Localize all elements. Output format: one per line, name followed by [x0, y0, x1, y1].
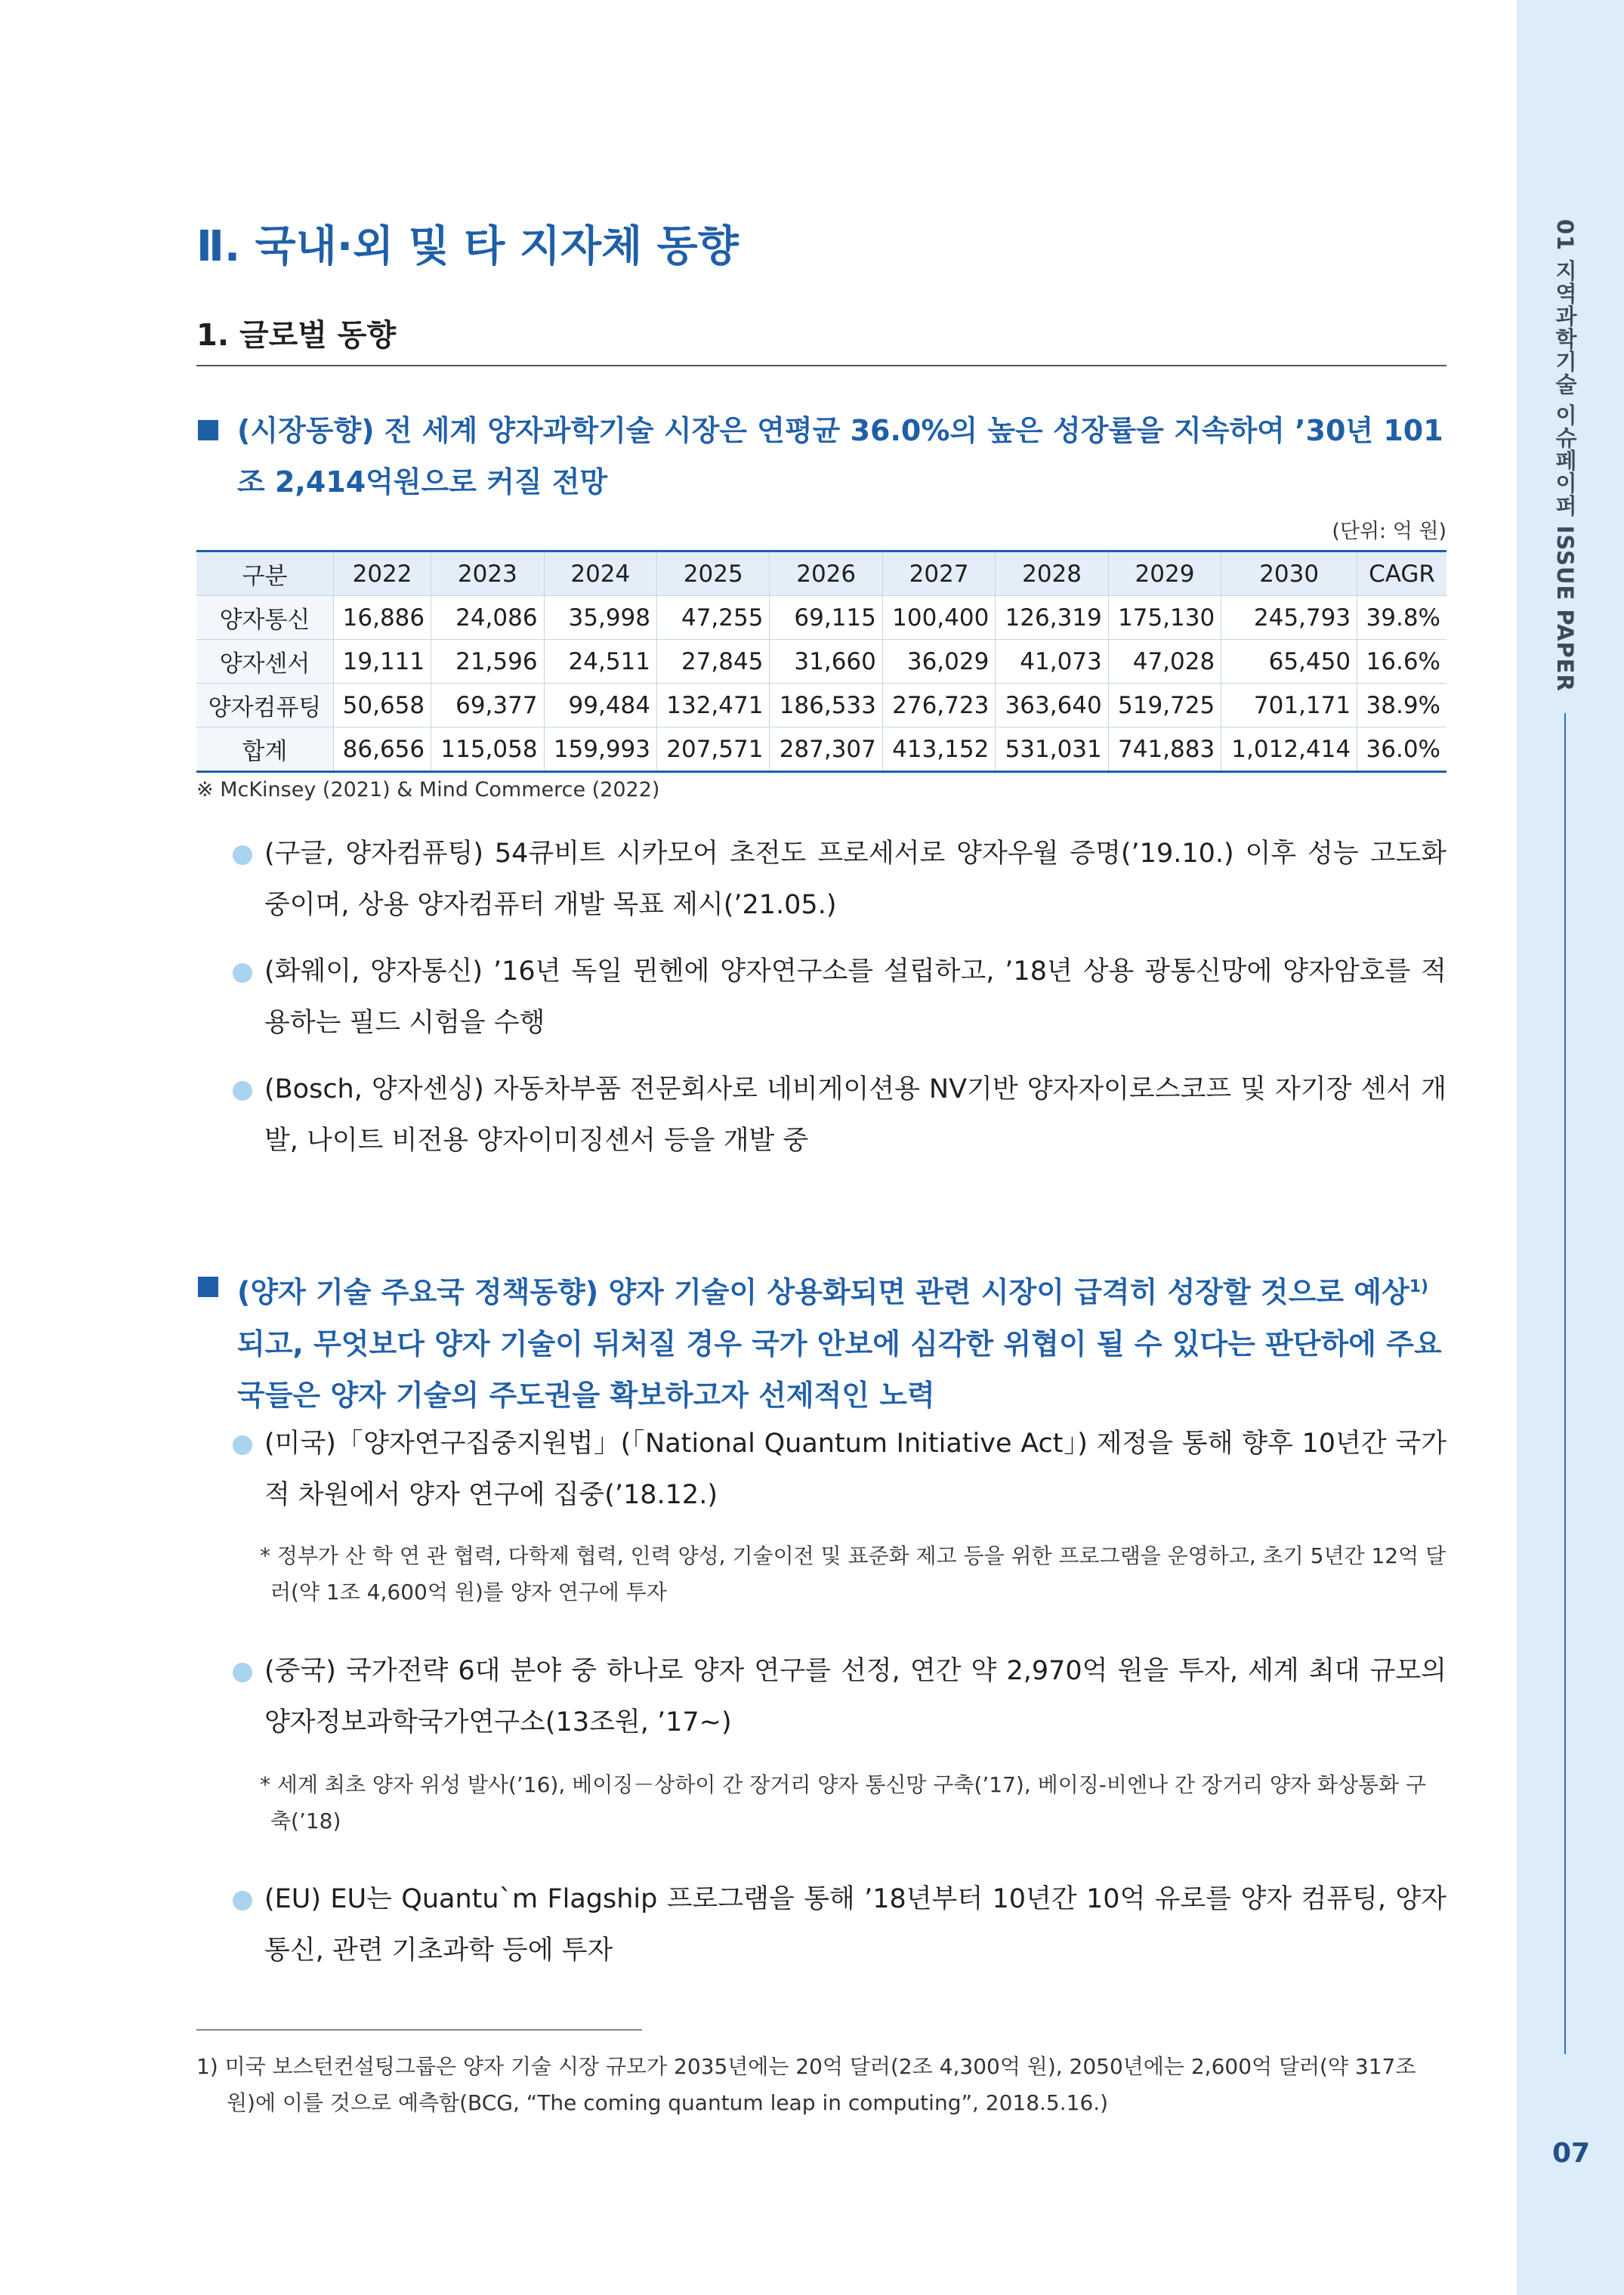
- table-header-row: [196, 551, 1446, 596]
- table-cell: 413,152: [882, 727, 995, 772]
- table-cell: 39.8%: [1357, 596, 1446, 640]
- table-header-cell: 2030: [1221, 551, 1357, 596]
- table-cell: 245,793: [1221, 596, 1357, 640]
- table-row: [196, 684, 1446, 727]
- table-cell: 159,993: [544, 727, 656, 772]
- table-cell: 양자통신: [196, 596, 334, 640]
- table-cell: 50,658: [334, 684, 431, 727]
- table-cell: 35,998: [544, 596, 656, 640]
- market-table: [196, 550, 1446, 773]
- title-divider: [196, 365, 1446, 366]
- table-row: [196, 640, 1446, 684]
- table-unit: (단위: 억 원): [1332, 520, 1446, 543]
- list-item: [233, 1873, 1446, 1976]
- bullet-text: (EU) EU는 Quantu`m Flagship 프로그램을 통해 ’18년부터 10년간 10억 유로를 양자 컴퓨팅, 양자통신, 관련 기초과학 등에 투자: [264, 1884, 1446, 1966]
- table-row: [196, 596, 1446, 640]
- list-item: [233, 1645, 1446, 1748]
- table-cell: 207,571: [657, 727, 770, 772]
- table-cell: 19,111: [334, 640, 431, 684]
- table-cell: 531,031: [996, 727, 1108, 772]
- table-header-cell: 2025: [657, 551, 770, 596]
- section-title: Ⅱ. 국내·외 및 타 지자체 동향: [196, 222, 739, 271]
- side-divider: [1564, 713, 1566, 2054]
- policy-heading-part1: (양자 기술 주요국 정책동향) 양자 기술이 상용화되면 관련 시장이 급격히 성장할 것으로 예상: [237, 1275, 1409, 1309]
- table-cell: 741,883: [1108, 727, 1221, 772]
- square-bullet-icon: [198, 420, 218, 440]
- bullet-text: (Bosch, 양자센싱) 자동차부품 전문회사로 네비게이션용 NV기반 양자자이로스코프 및 자기장 센서 개발, 나이트 비전용 양자이미징센서 등을 개발 중: [264, 1074, 1446, 1156]
- note-text: * 정부가 산 학 연 관 협력, 다학제 협력, 인력 양성, 기술이전 및 표준화 제고 등을 위한 프로그램을 운영하고, 초기 5년간 12억 달러(약 1조 4,600억 원)를 양자 연구에 투자: [260, 1543, 1446, 1605]
- table-header-cell: 2024: [544, 551, 656, 596]
- table-cell: 363,640: [996, 684, 1108, 727]
- table-cell: 36,029: [882, 640, 995, 684]
- footnote-text: 1) 미국 보스턴컨설팅그룹은 양자 기술 시장 규모가 2035년에는 20억 달러(2조 4,300억 원), 2050년에는 2,600억 달러(약 317조 원)에 이를 것으로 예측함(BCG, “The coming quantum leap in computing”, 2018.5.16.): [196, 2054, 1416, 2115]
- table-cell: 47,028: [1108, 640, 1221, 684]
- table-cell: 양자센서: [196, 640, 334, 684]
- table-cell: 합계: [196, 727, 334, 772]
- table-cell: 519,725: [1108, 684, 1221, 727]
- table-cell: 31,660: [770, 640, 882, 684]
- table-header-cell: 구분: [196, 551, 334, 596]
- table-cell: 126,319: [996, 596, 1108, 640]
- bullet-text: (중국) 국가전략 6대 분야 중 하나로 양자 연구를 선정, 연간 약 2,970억 원을 투자, 세계 최대 규모의 양자정보과학국가연구소(13조원, ’17~): [264, 1656, 1446, 1737]
- footnote-ref: 1): [1409, 1277, 1429, 1296]
- bullet-text: (화웨이, 양자통신) ’16년 독일 뮌헨에 양자연구소를 설립하고, ’18년 상용 광통신망에 양자암호를 적용하는 필드 시험을 수행: [264, 956, 1446, 1038]
- table-cell: 47,255: [657, 596, 770, 640]
- table-cell: 38.9%: [1357, 684, 1446, 727]
- side-running-title: 01 지역과학기술 이슈페이퍼 ISSUE PAPER: [1552, 219, 1578, 692]
- subsection-title: 1. 글로벌 동향: [196, 318, 397, 353]
- circle-bullet-icon: [233, 1435, 252, 1455]
- circle-bullet-icon: [233, 845, 252, 865]
- footnote: [196, 2049, 1446, 2121]
- table-cell: 701,171: [1221, 684, 1357, 727]
- page-number: 07: [1551, 2138, 1591, 2169]
- table-header-cell: 2029: [1108, 551, 1221, 596]
- table-header-cell: 2022: [334, 551, 431, 596]
- table-cell: 65,450: [1221, 640, 1357, 684]
- list-item: [233, 828, 1446, 931]
- footnote-divider: [196, 2029, 642, 2031]
- table-cell: 100,400: [882, 596, 995, 640]
- list-item: [233, 1418, 1446, 1521]
- table-cell: 21,596: [431, 640, 544, 684]
- table-header-cell: CAGR: [1357, 551, 1446, 596]
- table-cell: 276,723: [882, 684, 995, 727]
- table-cell: 287,307: [770, 727, 882, 772]
- table-cell: 99,484: [544, 684, 656, 727]
- list-item: [233, 1064, 1446, 1166]
- table-header-cell: 2023: [431, 551, 544, 596]
- list-item: [233, 946, 1446, 1049]
- market-heading-text: (시장동향) 전 세계 양자과학기술 시장은 연평균 36.0%의 높은 성장률을 지속하여 ’30년 101조 2,414억원으로 커질 전망: [237, 414, 1443, 499]
- table-row-total: [196, 727, 1446, 772]
- table-cell: 86,656: [334, 727, 431, 772]
- table-cell: 132,471: [657, 684, 770, 727]
- policy-heading-text: [198, 1262, 1448, 1421]
- table-cell: 41,073: [996, 640, 1108, 684]
- table-cell: 16.6%: [1357, 640, 1446, 684]
- circle-bullet-icon: [233, 1891, 252, 1910]
- table-cell: 1,012,414: [1221, 727, 1357, 772]
- table-cell: 36.0%: [1357, 727, 1446, 772]
- table-cell: 16,886: [334, 596, 431, 640]
- table-cell: 115,058: [431, 727, 544, 772]
- table-cell: 24,511: [544, 640, 656, 684]
- table-cell: 69,377: [431, 684, 544, 727]
- table-header-cell: 2027: [882, 551, 995, 596]
- bullet-text: (미국)「양자연구집중지원법」(「National Quantum Initiative Act」) 제정을 통해 향후 10년간 국가적 차원에서 양자 연구에 집중(’18.12.): [264, 1429, 1446, 1510]
- table-source: ※ McKinsey (2021) & Mind Commerce (2022): [196, 778, 660, 802]
- table-cell: 175,130: [1108, 596, 1221, 640]
- table-cell: 24,086: [431, 596, 544, 640]
- circle-bullet-icon: [233, 1663, 252, 1682]
- note: [260, 1767, 1446, 1839]
- note-text: * 세계 최초 양자 위성 발사(’16), 베이징－상하이 간 장거리 양자 통신망 구축(’17), 베이징-비엔나 간 장거리 양자 화상통화 구축(’18): [260, 1772, 1427, 1833]
- table-header-cell: 2028: [996, 551, 1108, 596]
- table-header-cell: 2026: [770, 551, 882, 596]
- square-bullet-icon: [198, 1277, 218, 1297]
- circle-bullet-icon: [233, 1081, 252, 1101]
- policy-heading-part2: 되고, 무엇보다 양자 기술이 뒤처질 경우 국가 안보에 심각한 위협이 될 수 있다는 판단하에 주요국들은 양자 기술의 주도권을 확보하고자 선제적인 노력: [237, 1327, 1442, 1412]
- table-cell: 27,845: [657, 640, 770, 684]
- table-cell: 186,533: [770, 684, 882, 727]
- bullet-text: (구글, 양자컴퓨팅) 54큐비트 시카모어 초전도 프로세서로 양자우월 증명(’19.10.) 이후 성능 고도화 중이며, 상용 양자컴퓨터 개발 목표 제시(’21.05.): [264, 839, 1446, 920]
- table-cell: 양자컴퓨팅: [196, 684, 334, 727]
- policy-heading: [198, 1262, 1448, 1421]
- note: [260, 1538, 1446, 1611]
- circle-bullet-icon: [233, 963, 252, 983]
- table-cell: 69,115: [770, 596, 882, 640]
- market-heading: [198, 405, 1448, 508]
